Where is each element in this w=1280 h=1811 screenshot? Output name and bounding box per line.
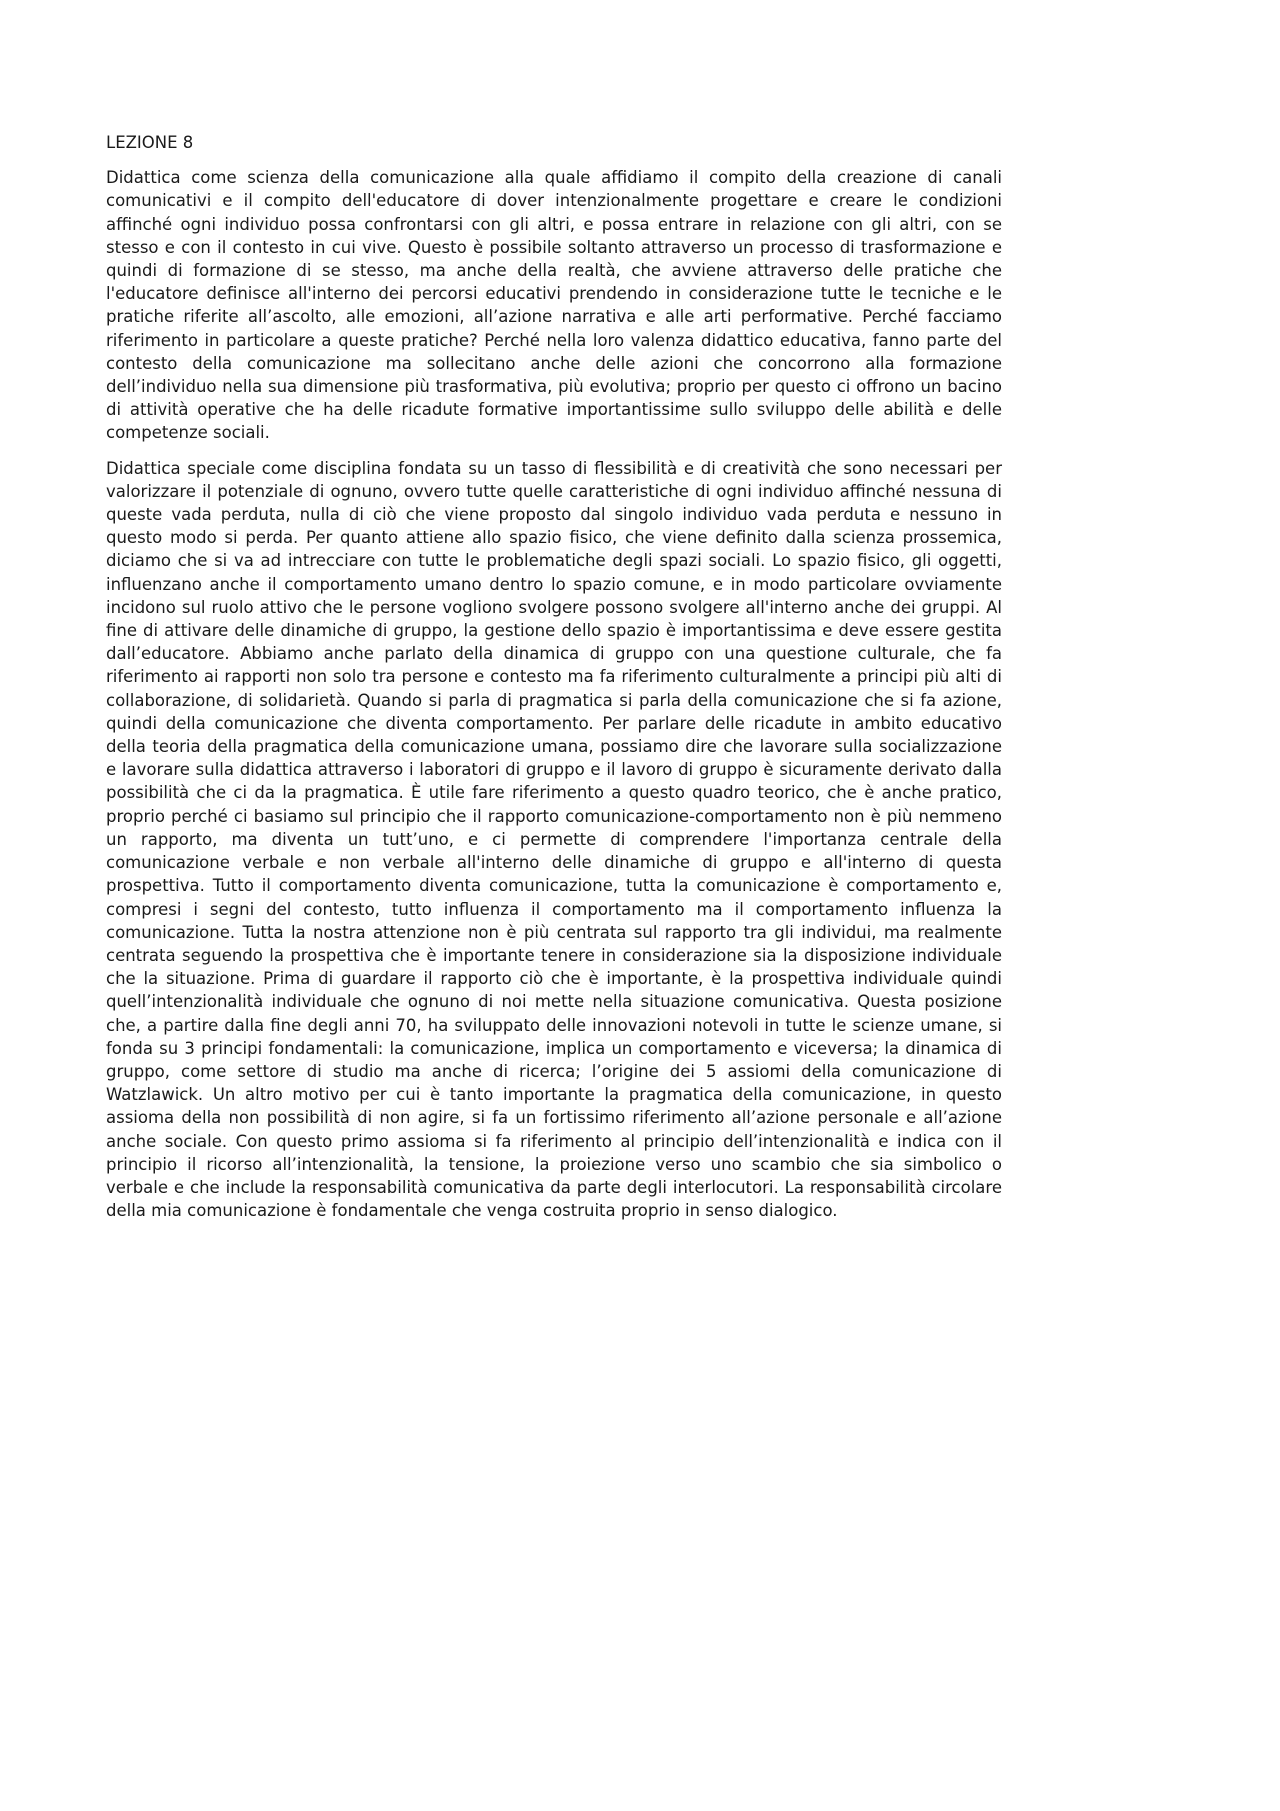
lesson-heading: LEZIONE 8 [106, 133, 194, 152]
paragraph-1: Didattica come scienza della comunicazione alla quale affidiamo il compito della creazione di canali comunicativi e il compito dell'educatore di dover intenzionalmente progettare e creare le condizioni affinché ogni individuo possa confrontarsi con gli altri, e possa entrare in relazione con gli altri, con se stesso e con il contesto in cui vive. Questo è possibile soltanto attraverso un processo di trasformazione e quindi di formazione di se stesso, ma anche della realtà, che avviene attraverso delle pratiche che l'educatore definisce all'interno dei percorsi educativi prendendo in considerazione tutte le tecniche e le pratiche riferite all’ascolto, alle emozioni, all’azione narrativa e alle arti performative. Perché facciamo riferimento in particolare a queste pratiche? Perché nella loro valenza didattico educativa, fanno parte del contesto della comunicazione ma sollecitano anche delle azioni che concorrono alla formazione dell’individuo nella sua dimensione più trasformativa, più evolutiva; proprio per questo ci offrono un bacino di attività operative che ha delle ricadute formative importantissime sullo sviluppo delle abilità e delle competenze sociali. [106, 168, 1002, 443]
paragraph-2: Didattica speciale come disciplina fondata su un tasso di flessibilità e di creatività che sono necessari per valorizzare il potenziale di ognuno, ovvero tutte quelle caratteristiche di ogni individuo affinché nessuna di queste vada perduta, nulla di ciò che viene proposto dal singolo individuo vada perduta e nessuno in questo modo si perda. Per quanto attiene allo spazio fisico, che viene definito dalla scienza prossemica, diciamo che si va ad intrecciare con tutte le problematiche degli spazi sociali. Lo spazio fisico, gli oggetti, influenzano anche il comportamento umano dentro lo spazio comune, e in modo particolare ovviamente incidono sul ruolo attivo che le persone vogliono svolgere possono svolgere all'interno anche dei gruppi. Al fine di attivare delle dinamiche di gruppo, la gestione dello spazio è importantissima e deve essere gestita dall’educatore. Abbiamo anche parlato della dinamica di gruppo con una questione culturale, che fa riferimento ai rapporti non solo tra persone e contesto ma fa riferimento culturalmente a principi più alti di collaborazione, di solidarietà. Quando si parla di pragmatica si parla della comunicazione che si fa azione, quindi della comunicazione che diventa comportamento. Per parlare delle ricadute in ambito educativo della teoria della pragmatica della comunicazione umana, possiamo dire che lavorare sulla socializzazione e lavorare sulla didattica attraverso i laboratori di gruppo e il lavoro di gruppo è sicuramente derivato dalla possibilità che ci da la pragmatica. È utile fare riferimento a questo quadro teorico, che è anche pratico, proprio perché ci basiamo sul principio che il rapporto comunicazione-comportamento non è più nemmeno un rapporto, ma diventa un tutt’uno, e ci permette di comprendere l'importanza centrale della comunicazione verbale e non verbale all'interno delle dinamiche di gruppo e all'interno di questa prospettiva. Tutto il comportamento diventa comunicazione, tutta la comunicazione è comportamento e, compresi i segni del contesto, tutto influenza il comportamento ma il comportamento influenza la comunicazione. Tutta la nostra attenzione non è più centrata sul rapporto tra gli individui, ma realmente centrata seguendo la prospettiva che è importante tenere in considerazione sia la disposizione individuale che la situazione. Prima di guardare il rapporto ciò che è importante, è la prospettiva individuale quindi quell’intenzionalità individuale che ognuno di noi mette nella situazione comunicativa. Questa posizione che, a partire dalla fine degli anni 70, ha sviluppato delle innovazioni notevoli in tutte le scienze umane, si fonda su 3 principi fondamentali: la comunicazione, implica un comportamento e viceversa; la dinamica di gruppo, come settore di studio ma anche di ricerca; l’origine dei 5 assiomi della comunicazione di Watzlawick. Un altro motivo per cui è tanto importante la pragmatica della comunicazione, in questo assioma della non possibilità di non agire, si fa un fortissimo riferimento all’azione personale e all’azione anche sociale. Con questo primo assioma si fa riferimento al principio dell’intenzionalità e indica con il principio il ricorso all’intenzionalità, la tensione, la proiezione verso uno scambio che sia simbolico o verbale e che include la responsabilità comunicativa da parte degli interlocutori. La responsabilità circolare della mia comunicazione è fondamentale che venga costruita proprio in senso dialogico. [106, 458, 1002, 1221]
document-body [106, 131, 1002, 1234]
